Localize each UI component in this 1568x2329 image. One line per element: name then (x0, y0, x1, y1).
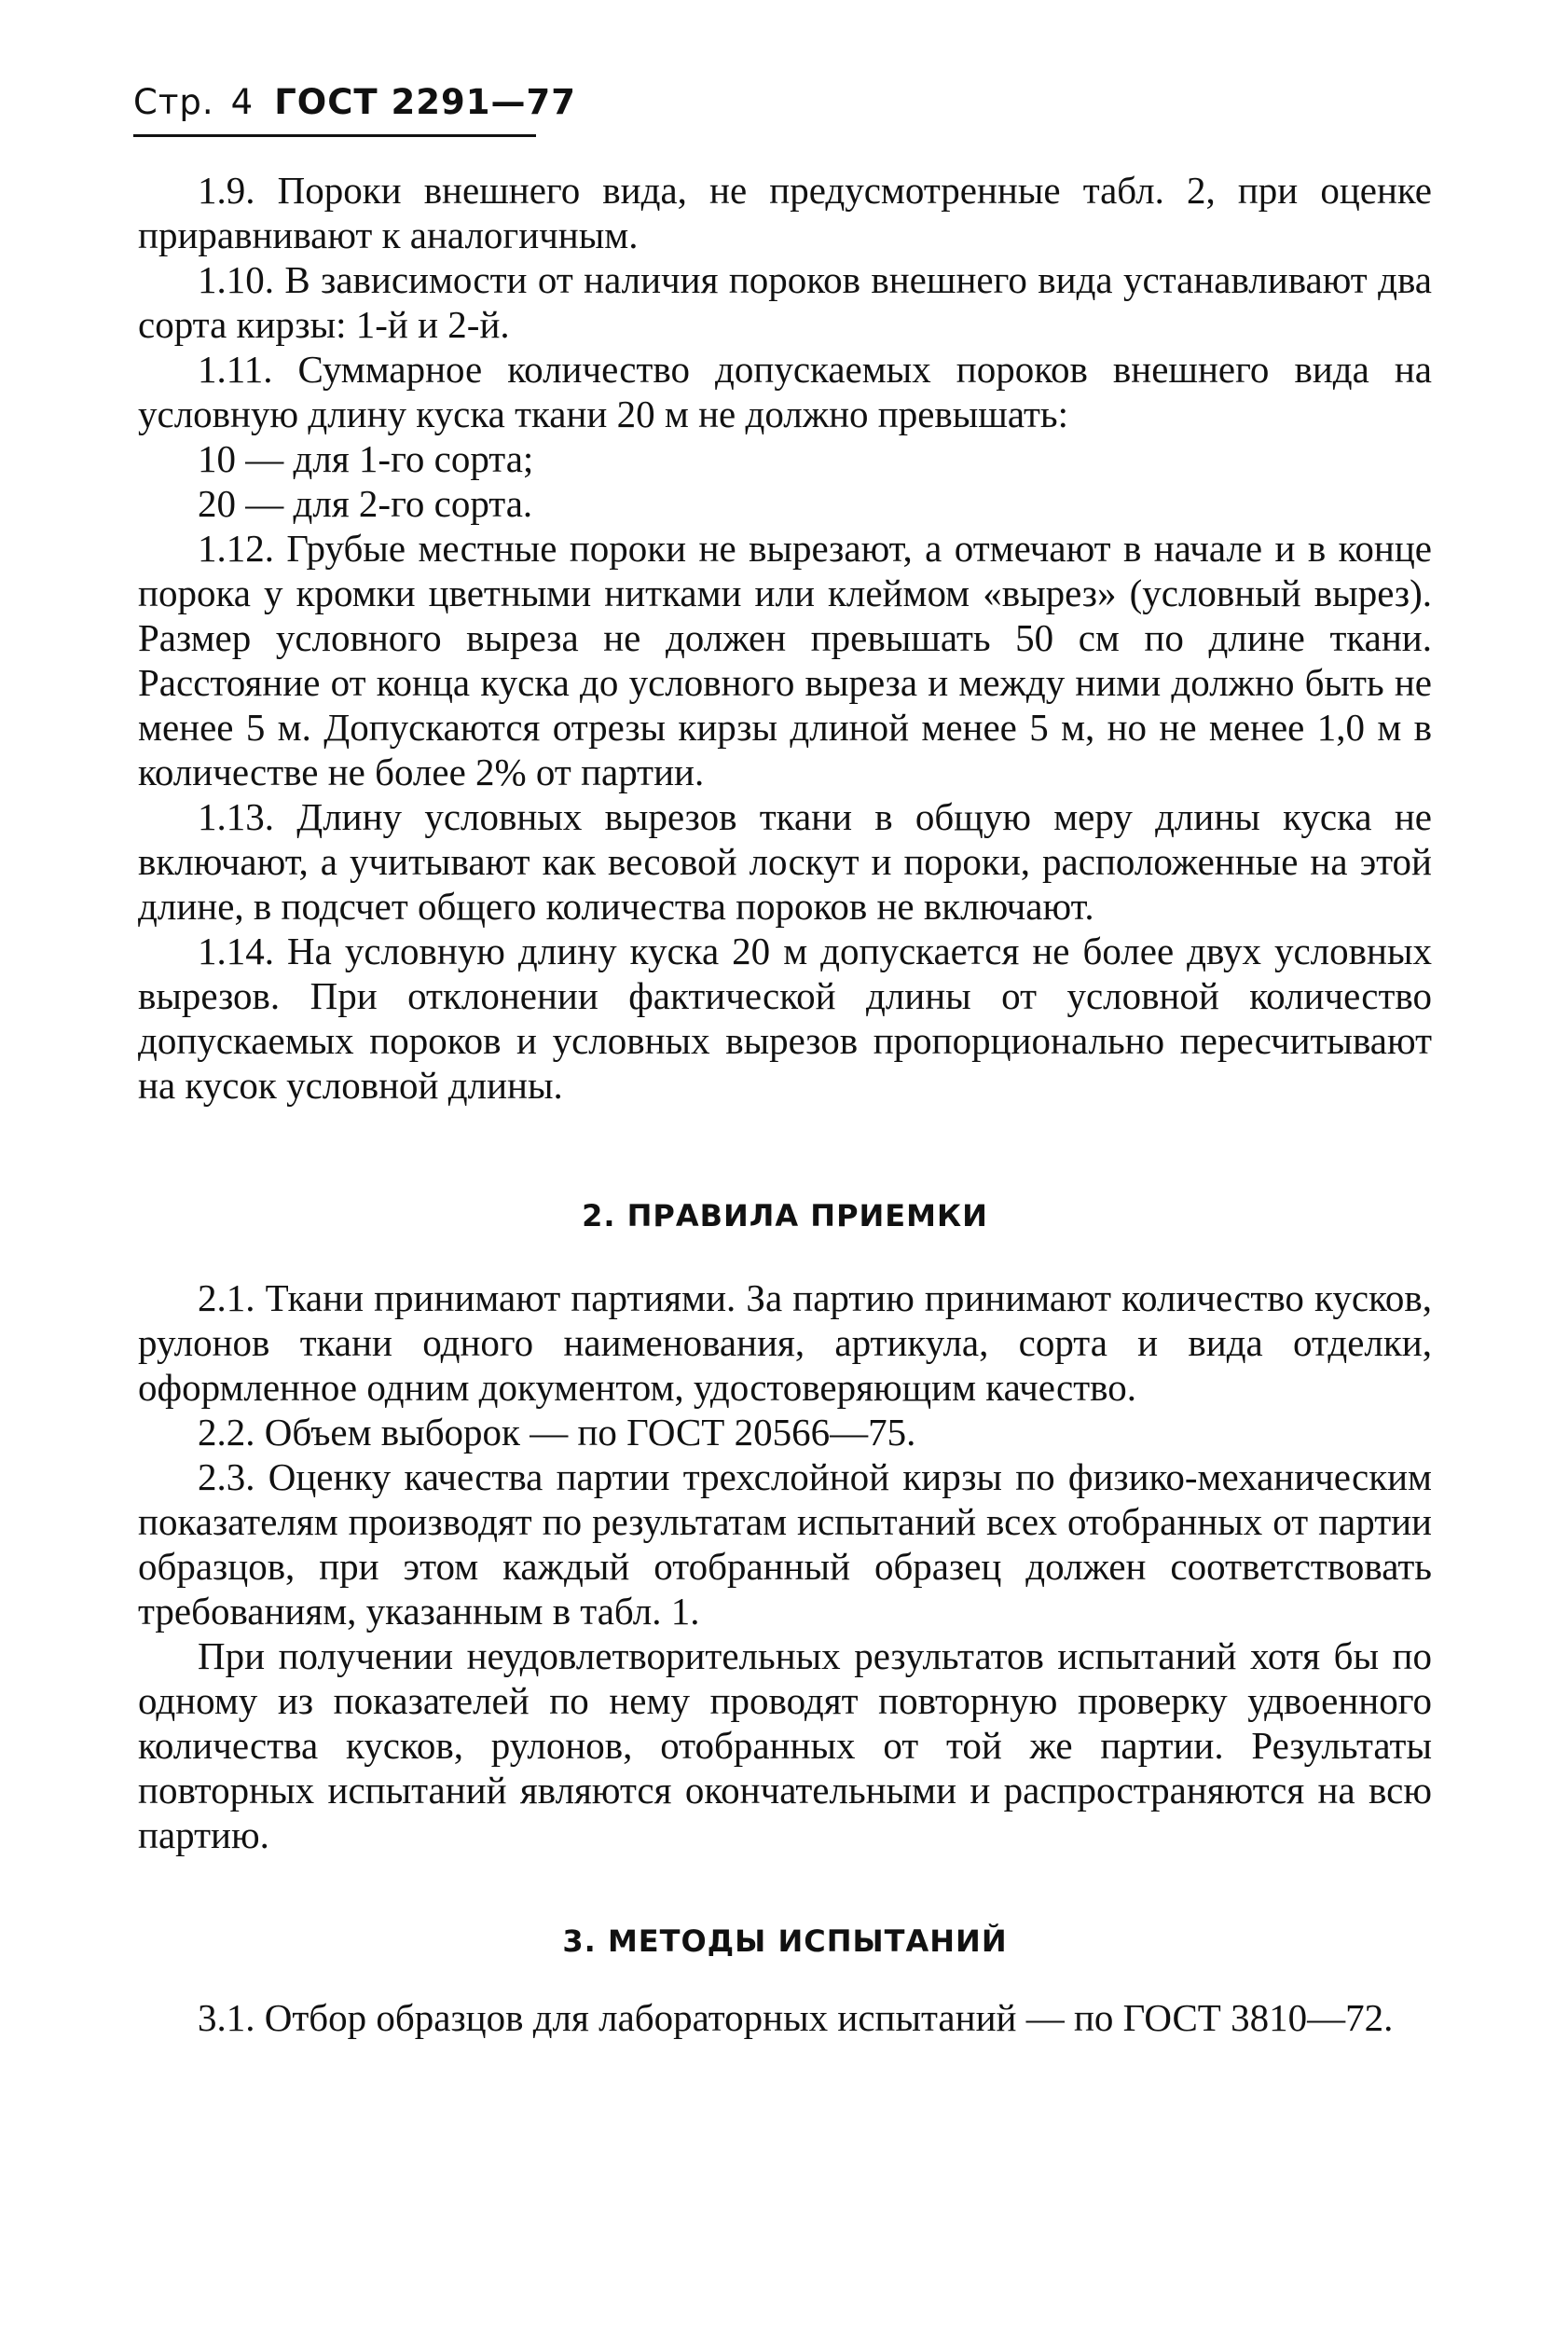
paragraph-1-11-item-1: 10 — для 1-го сорта; (198, 437, 534, 480)
section-3-heading: 3. МЕТОДЫ ИСПЫТАНИЙ (562, 1923, 1008, 1959)
paragraph-1-11: 1.11. Суммарное количество допускаемых пороков внешнего вида на условную длину куска ткани 20 м не должно превышать: (138, 348, 1432, 435)
paragraph-2-2: 2.2. Объем выборок — по ГОСТ 20566—75. (198, 1411, 916, 1454)
paragraph-1-10: 1.10. В зависимости от наличия пороков внешнего вида устанавливают два сорта кирзы: 1-й и 2-й. (138, 258, 1432, 346)
page-number: 4 (230, 82, 254, 122)
paragraph-2-1: 2.1. Ткани принимают партиями. За партию принимают количество кусков, рулонов ткани одного наименования, артикула, сорта и вида отделки, оформленное одним документом, удостоверяющим качество. (138, 1276, 1432, 1409)
paragraph-1-12: 1.12. Грубые местные пороки не вырезают, а отмечают в начале и в конце порока у кромки цветными нитками или клеймом «вырез» (условный вырез). Размер условного выреза не должен превышать 50 см по длине ткани. Расстояние от конца куска до условного выреза и между ними должно быть не менее 5 м. Допускаются отрезы кирзы длиной менее 5 м, но не менее 1,0 м в количестве не более 2% от партии. (138, 527, 1432, 793)
page-header (133, 82, 576, 122)
paragraph-1-14: 1.14. На условную длину куска 20 м допускается не более двух условных вырезов. При отклонении фактической длины от условной количество допускаемых пороков и условных вырезов пропорционально пересчитывают на кусок условной длины. (138, 930, 1432, 1107)
paragraph-2-3-continued: При получении неудовлетворительных результатов испытаний хотя бы по одному из показателей по нему проводят повторную проверку удвоенного количества кусков, рулонов, отобранных от той же партии. Результаты повторных испытаний являются окончательными и распространяются на всю партию. (138, 1634, 1432, 1856)
section-3-body (138, 1995, 1432, 2040)
paragraph-3-1: 3.1. Отбор образцов для лабораторных испытаний — по ГОСТ 3810—72. (198, 1996, 1394, 2039)
paragraph-1-11-item-2: 20 — для 2-го сорта. (198, 482, 533, 525)
header-rule (133, 134, 536, 137)
section-2-body (138, 1275, 1432, 1857)
page-label: Стр. (133, 82, 214, 122)
paragraph-1-9: 1.9. Пороки внешнего вида, не предусмотренные табл. 2, при оценке приравнивают к аналогичным. (138, 169, 1432, 256)
section-1-body (138, 168, 1432, 1108)
standard-number: ГОСТ 2291—77 (274, 82, 576, 122)
paragraph-1-13: 1.13. Длину условных вырезов ткани в общую меру длины куска не включают, а учитывают как весовой лоскут и пороки, расположенные на этой длине, в подсчет общего количества пороков не включают. (138, 795, 1432, 928)
paragraph-2-3: 2.3. Оценку качества партии трехслойной кирзы по физико-механическим показателям производят по результатам испытаний всех отобранных от партии образцов, при этом каждый отобранный образец должен соответствовать требованиям, указанным в табл. 1. (138, 1455, 1432, 1633)
section-2-heading: 2. ПРАВИЛА ПРИЕМКИ (582, 1198, 988, 1233)
